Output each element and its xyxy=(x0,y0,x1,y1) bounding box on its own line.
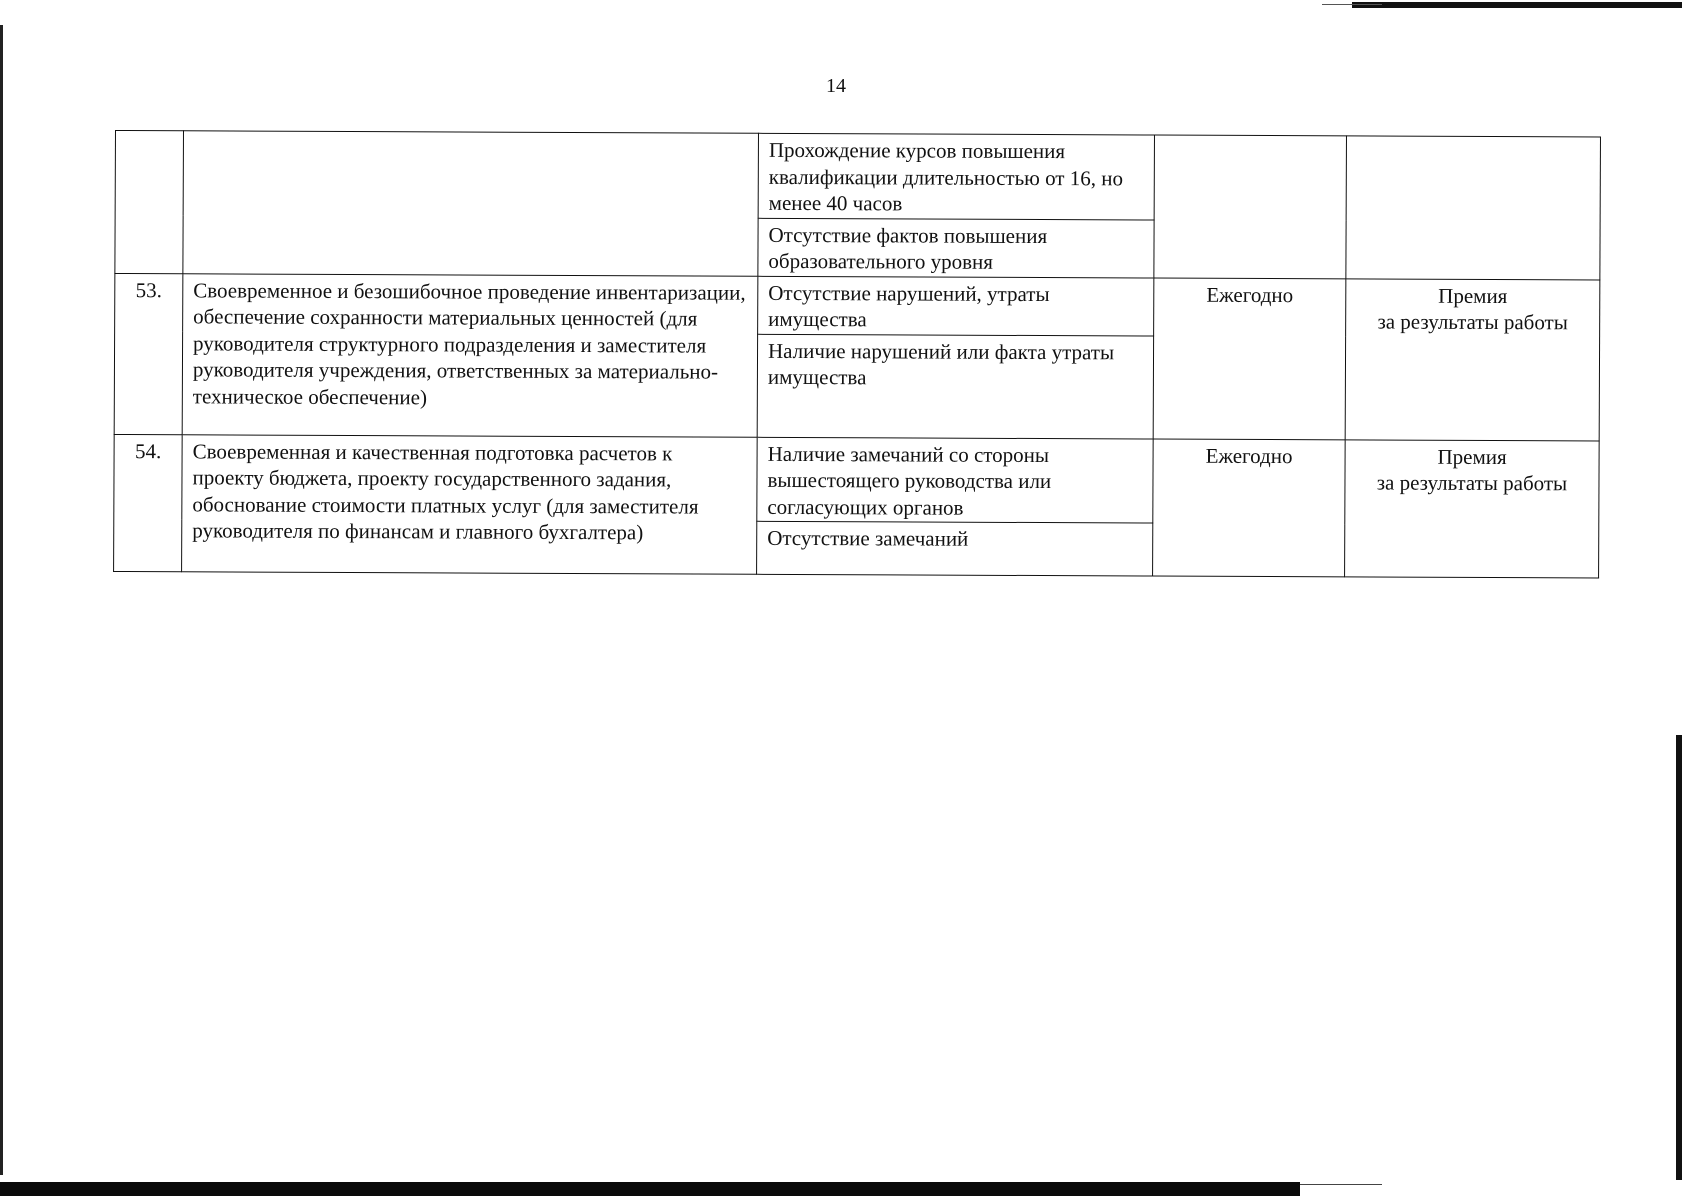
table-row-continuation xyxy=(115,131,1600,222)
criterion-cell: Отсутствие замечаний xyxy=(757,521,1153,576)
scan-edge-bottom xyxy=(0,1182,1300,1196)
row-number-cell: 53. xyxy=(114,273,183,434)
scan-edge-top-thin xyxy=(1322,4,1382,5)
periodicity-cell xyxy=(1154,135,1347,278)
criteria-table xyxy=(113,130,1601,578)
criterion-cell: Наличие нарушений или факта утраты имущества xyxy=(757,334,1153,439)
criterion-cell: Наличие замечаний со стороны вышестоящего руководства или согласующих органов xyxy=(757,437,1153,523)
bonus-title: Премия xyxy=(1438,283,1508,308)
bonus-cell xyxy=(1346,136,1601,280)
table-row xyxy=(114,434,1599,525)
bonus-subtitle: за результаты работы xyxy=(1376,470,1568,496)
criterion-cell: Отсутствие фактов повышения образовательного уровня xyxy=(758,218,1154,278)
scan-edge-left xyxy=(0,25,3,1175)
bonus-subtitle: за результаты работы xyxy=(1377,309,1568,335)
scan-edge-bottom-thin xyxy=(1300,1184,1382,1185)
periodicity-cell: Ежегодно xyxy=(1153,278,1346,440)
indicator-cell: Своевременное и безошибочное проведение инвентаризации, обеспечение сохранности материальных ценностей (для руководителя структурного подразделения и заместителя руководителя учреждения, ответственных за материально-техническое обеспечение) xyxy=(182,273,758,437)
bonus-cell xyxy=(1345,439,1600,578)
row-number-cell xyxy=(115,131,184,274)
indicator-cell xyxy=(183,131,759,276)
periodicity-cell: Ежегодно xyxy=(1153,439,1346,577)
criterion-cell: Прохождение курсов повышения квалификации длительностью от 16, но менее 40 часов xyxy=(758,133,1154,219)
scan-edge-right xyxy=(1676,735,1682,1180)
bonus-title: Премия xyxy=(1437,444,1507,469)
indicator-cell: Своевременная и качественная подготовка расчетов к проекту бюджета, проекту государственного задания, обоснование стоимости платных услуг (для заместителя руководителя по финансам и главного бухгалтера) xyxy=(182,434,758,574)
criterion-cell: Отсутствие нарушений, утраты имущества xyxy=(758,276,1154,336)
row-number-cell: 54. xyxy=(114,434,183,572)
table-row xyxy=(115,273,1600,337)
page-number: 14 xyxy=(826,75,846,97)
bonus-cell xyxy=(1345,278,1600,440)
scan-edge-top xyxy=(1352,2,1682,8)
